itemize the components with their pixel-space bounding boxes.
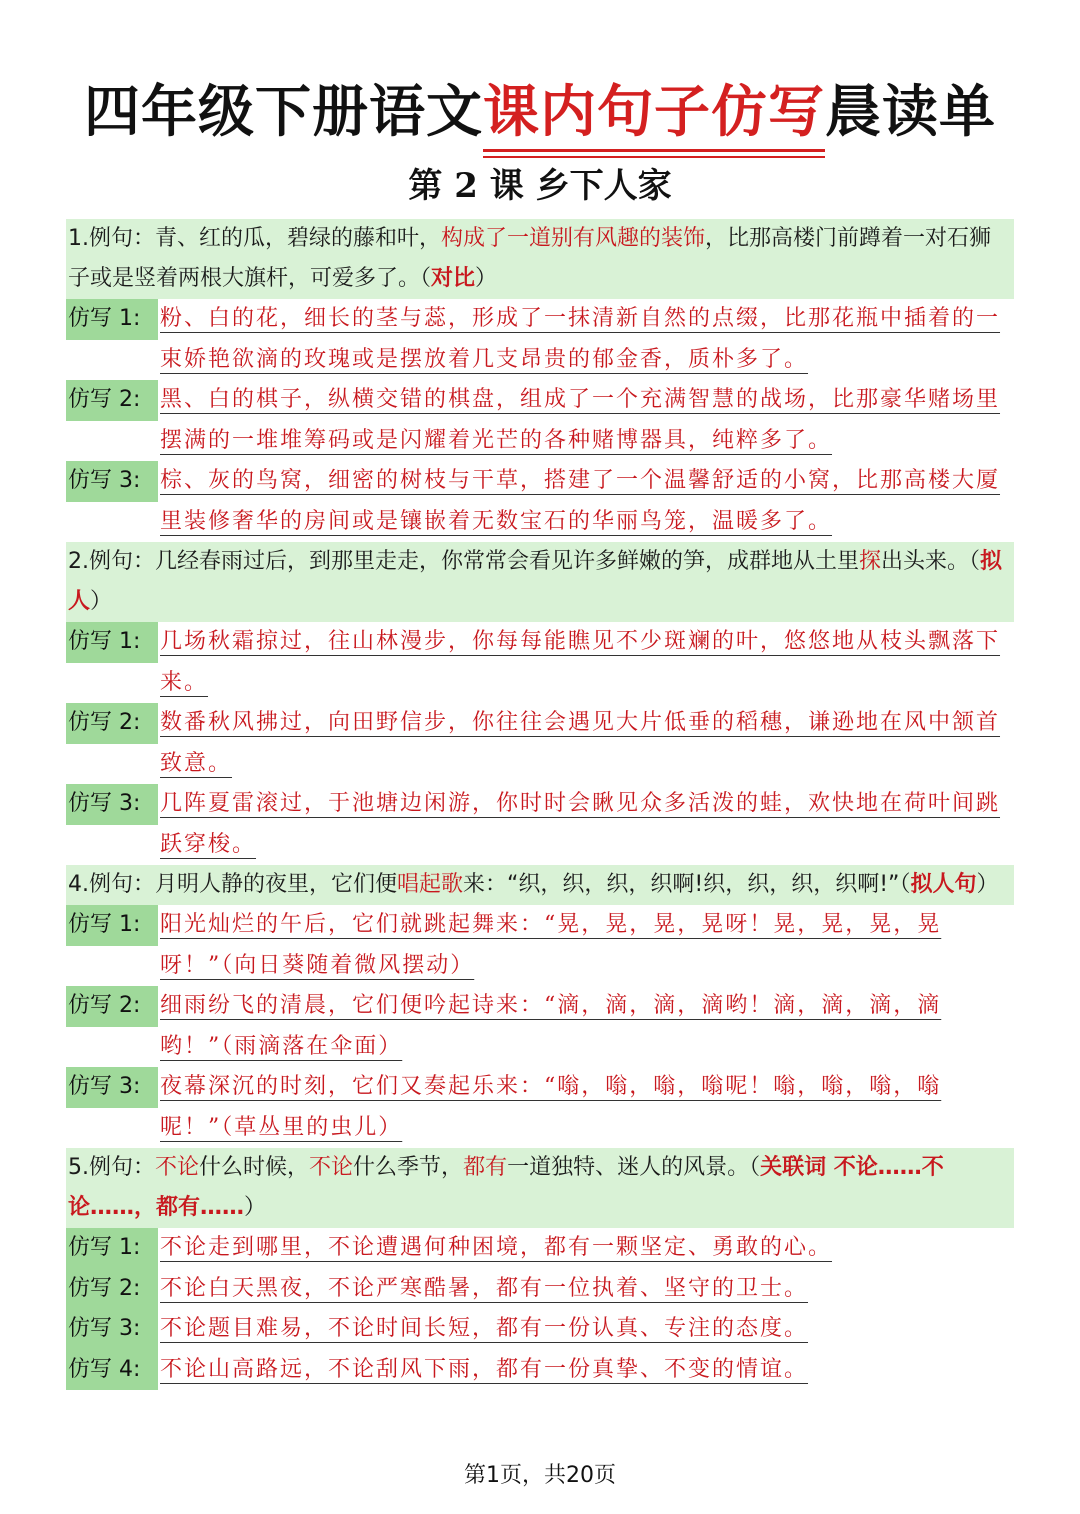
rhetoric-tag: 对比 [431, 266, 476, 291]
worksheet-body [66, 219, 1014, 1390]
page-footer: 第1页，共20页 [464, 1463, 616, 1488]
example-text: ） [244, 1195, 267, 1220]
example-text: 什么时候， [199, 1155, 310, 1180]
practice-label: 仿写 2: [66, 380, 158, 421]
practice-text: 夜幕深沉的时刻，它们又奏起乐来：“嗡，嗡，嗡，嗡呢！嗡，嗡，嗡，嗡呢！”（草丛里的虫儿） [160, 1074, 942, 1140]
rhetoric-tag: 拟人句 [910, 872, 977, 897]
title-part-1: 四年级下册语文 [84, 80, 483, 145]
example-text: 2.例句：几经春雨过后，到那里走走，你常常会看见许多鲜嫩的笋，成群地从土里 [68, 549, 859, 574]
practice-label: 仿写 3: [66, 784, 158, 825]
example-text: 一道独特、迷人的风景。（ [507, 1155, 761, 1180]
practice-text: 细雨纷飞的清晨，它们便吟起诗来：“滴，滴，滴，滴哟！滴，滴，滴，滴哟！”（雨滴落在伞面） [160, 993, 942, 1059]
practice-label: 仿写 2: [66, 703, 158, 744]
practice-label: 仿写 3: [66, 461, 158, 502]
practice-item [66, 1228, 1014, 1269]
key-phrase: 都有 [463, 1155, 508, 1180]
practice-item [66, 1067, 1014, 1148]
example-text: ） [475, 266, 498, 291]
example-sentence [66, 1148, 1014, 1228]
example-text: 什么季节， [353, 1155, 464, 1180]
practice-item [66, 905, 1014, 986]
practice-label: 仿写 3: [66, 1067, 158, 1108]
example-text: 5.例句： [68, 1155, 155, 1180]
example-text: 来：“织，织，织，织啊!织，织，织，织啊!”（ [463, 872, 911, 897]
key-phrase: 探 [859, 549, 882, 574]
practice-item [66, 622, 1014, 703]
practice-label: 仿写 1: [66, 905, 158, 946]
practice-label: 仿写 2: [66, 986, 158, 1027]
practice-item [66, 1269, 1014, 1310]
practice-item [66, 703, 1014, 784]
example-sentence [66, 865, 1014, 905]
practice-text: 不论白天黑夜，不论严寒酷暑，都有一位执着、坚守的卫士。 [160, 1275, 809, 1301]
lesson-heading: 第 2 课 乡下人家 [408, 166, 672, 206]
example-text: 出头来。（ [881, 549, 981, 574]
rhetoric-tag: 关联词 不论……不论……，都有…… [68, 1155, 944, 1220]
practice-label: 仿写 2: [66, 1269, 158, 1310]
practice-item [66, 380, 1014, 461]
practice-label: 仿写 1: [66, 299, 158, 340]
practice-item [66, 461, 1014, 542]
example-sentence [66, 542, 1014, 622]
example-text: 4.例句：月明人静的夜里，它们便 [68, 872, 397, 897]
page-title [0, 78, 1080, 148]
practice-text: 不论走到哪里，不论遭遇何种困境，都有一颗坚定、勇敢的心。 [160, 1235, 833, 1260]
rhetoric-tag: 拟人 [68, 549, 1003, 614]
practice-text: 阳光灿烂的午后，它们就跳起舞来：“晃，晃，晃，晃呀！晃，晃，晃，晃呀！”（向日葵随着微风摆动） [160, 912, 942, 978]
practice-text: 黑、白的棋子，纵横交错的棋盘，组成了一个充满智慧的战场，比那豪华赌场里摆满的一堆堆筹码或是闪耀着光芒的各种赌博器具，纯粹多了。 [160, 387, 1001, 453]
key-phrase: 构成了一道别有风趣的装饰 [441, 226, 706, 251]
practice-text: 几场秋霜掠过，往山林漫步，你每每能瞧见不少斑斓的叶，悠悠地从枝头飘落下来。 [160, 629, 1001, 695]
example-text: ，比那高楼门前蹲着一对石狮子或是竖着两根大旗杆，可爱多了。（ [68, 226, 992, 291]
practice-item [66, 299, 1014, 380]
practice-label: 仿写 4: [66, 1350, 158, 1391]
key-phrase: 唱起歌 [397, 872, 464, 897]
example-text: ） [90, 589, 113, 614]
practice-item [66, 1309, 1014, 1350]
example-text: 1.例句：青、红的瓜，碧绿的藤和叶， [68, 226, 441, 251]
practice-item [66, 784, 1014, 865]
practice-text: 不论题目难易，不论时间长短，都有一份认真、专注的态度。 [160, 1316, 809, 1341]
key-phrase: 不论 [155, 1155, 200, 1180]
title-highlight: 课内句子仿写 [483, 78, 825, 148]
practice-text: 粉、白的花，细长的茎与蕊，形成了一抹清新自然的点缀，比那花瓶中插着的一束娇艳欲滴的玫瑰或是摆放着几支昂贵的郁金香，质朴多了。 [160, 306, 1001, 372]
practice-text: 不论山高路远，不论刮风下雨，都有一份真挚、不变的情谊。 [160, 1356, 809, 1382]
practice-item [66, 1350, 1014, 1391]
key-phrase: 不论 [309, 1155, 354, 1180]
practice-label: 仿写 3: [66, 1309, 158, 1350]
practice-text: 棕、灰的鸟窝，细密的树枝与干草，搭建了一个温馨舒适的小窝，比那高楼大厦里装修奢华的房间或是镶嵌着无数宝石的华丽鸟笼，温暖多了。 [160, 468, 1001, 534]
example-sentence [66, 219, 1014, 299]
practice-label: 仿写 1: [66, 1228, 158, 1269]
practice-text: 数番秋风拂过，向田野信步，你往往会遇见大片低垂的稻穗，谦逊地在风中颔首致意。 [160, 710, 1001, 776]
practice-label: 仿写 1: [66, 622, 158, 663]
title-part-2: 晨读单 [825, 80, 996, 145]
example-text: ） [976, 872, 999, 897]
practice-item [66, 986, 1014, 1067]
practice-text: 几阵夏雷滚过，于池塘边闲游，你时时会瞅见众多活泼的蛙，欢快地在荷叶间跳跃穿梭。 [160, 791, 1001, 857]
